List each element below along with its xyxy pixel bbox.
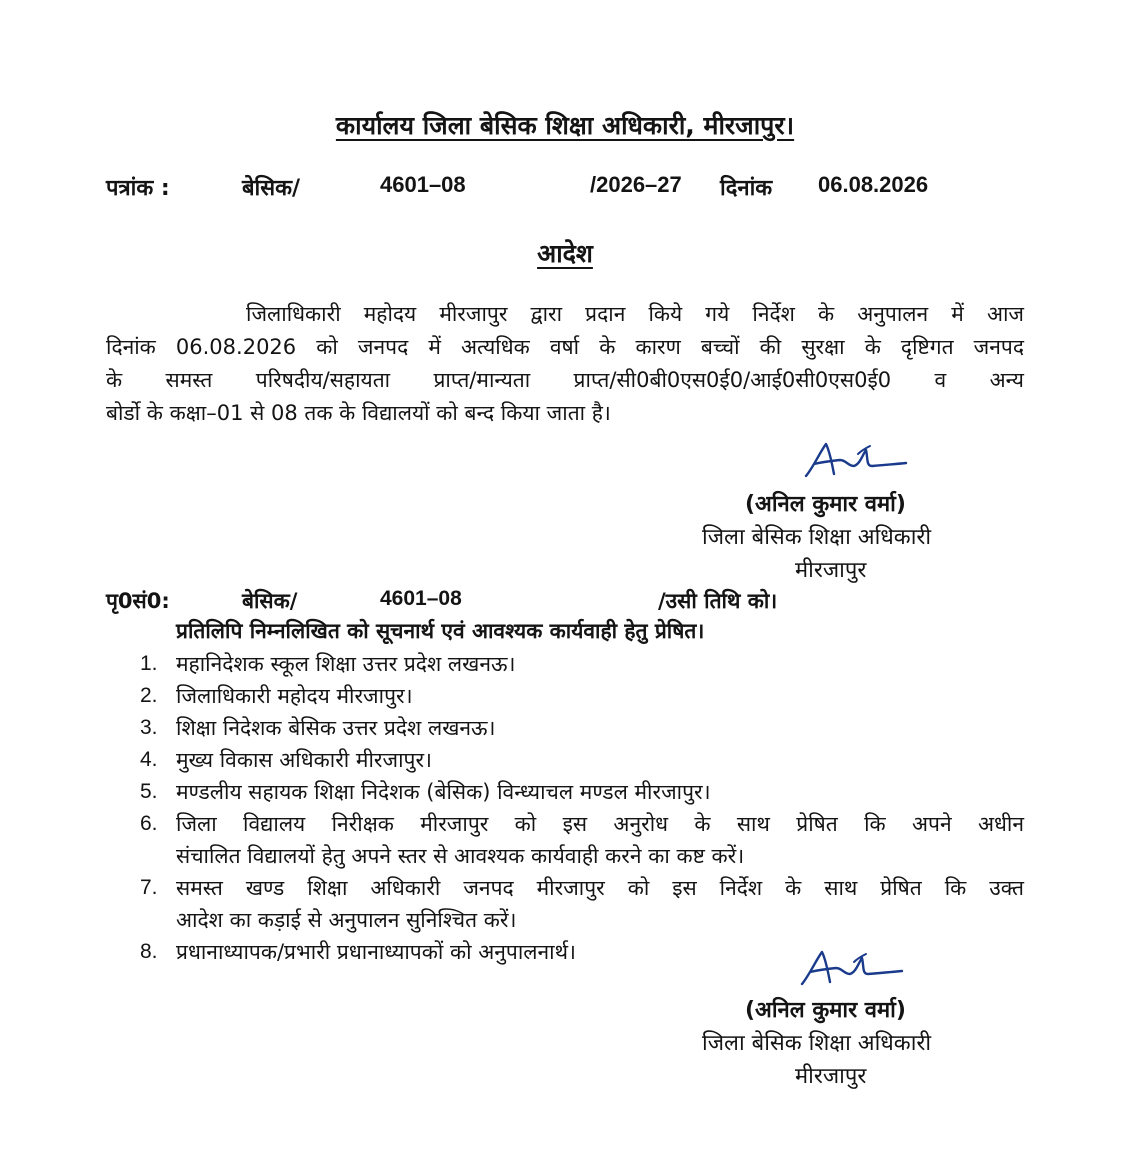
list-item (140, 872, 1024, 936)
order-heading: आदेश (537, 239, 593, 268)
list-item-number: 3. (140, 716, 158, 739)
list-item-number: 1. (140, 652, 158, 675)
ref-number: 4601–08 (380, 172, 466, 197)
order-body (106, 298, 1024, 430)
list-item (140, 744, 1024, 776)
list-item (140, 712, 1024, 744)
signatory-designation: जिला बेसिक शिक्षा अधिकारी (702, 525, 932, 550)
list-item-text: मण्डलीय सहायक शिक्षा निदेशक (बेसिक) विन्ध्याचल मण्डल मीरजापुर। (176, 780, 711, 804)
list-item-text: संचालित विद्यालयों हेतु अपने स्तर से आवश्यक कार्यवाही करने का कष्ट करें। (176, 844, 745, 868)
body-line: जिलाधिकारी महोदय मीरजापुर द्वारा प्रदान किये गये निर्देश के अनुपालन में आज (246, 302, 1024, 326)
list-item-text: मुख्य विकास अधिकारी मीरजापुर। (176, 748, 433, 772)
ref-date: 06.08.2026 (818, 172, 929, 197)
ref-label: पत्रांक : (106, 176, 170, 201)
list-item-number: 4. (140, 748, 158, 771)
list-item-text: प्रधानाध्यापक/प्रभारी प्रधानाध्यापकों को अनुपालनार्थ। (176, 940, 576, 964)
copy-ref-prefix: बेसिक/ (242, 589, 298, 613)
list-item-text: जिलाधिकारी महोदय मीरजापुर। (176, 684, 413, 708)
list-item (140, 808, 1024, 872)
signatory-place: मीरजापुर (795, 558, 867, 583)
body-line: के समस्त परिषदीय/सहायता प्राप्त/मान्यता प्राप्त/सी0बी0एस0ई0/आई0सी0एस0ई0 व अन्य (106, 368, 1024, 392)
ref-date-label: दिनांक (720, 176, 773, 201)
signature-scrawl-icon (796, 944, 908, 994)
signatory-name: (अनिल कुमार वर्मा) (745, 492, 906, 517)
ref-session: /2026–27 (590, 172, 682, 197)
signatory-place: मीरजापुर (795, 1064, 867, 1089)
ref-prefix: बेसिक/ (242, 176, 301, 201)
copy-ref-number: 4601–08 (380, 587, 462, 610)
list-item-text: महानिदेशक स्कूल शिक्षा उत्तर प्रदेश लखनऊ। (176, 652, 516, 676)
list-item (140, 776, 1024, 808)
list-item-number: 7. (140, 876, 158, 899)
copy-list (140, 648, 1024, 968)
list-item (140, 680, 1024, 712)
signatory-name: (अनिल कुमार वर्मा) (745, 998, 906, 1023)
body-line: बोर्डो के कक्षा–01 से 08 तक के विद्यालयों को बन्द किया जाता है। (106, 401, 611, 425)
list-item-text: शिक्षा निदेशक बेसिक उत्तर प्रदेश लखनऊ। (176, 716, 496, 740)
office-title: कार्यालय जिला बेसिक शिक्षा अधिकारी, मीरजापुर। (335, 111, 795, 140)
copy-ref-suffix: /उसी तिथि को। (658, 589, 778, 613)
signature-scrawl-icon (800, 436, 912, 486)
list-item-text: समस्त खण्ड शिक्षा अधिकारी जनपद मीरजापुर को इस निर्देश के साथ प्रेषित कि उक्त (176, 876, 1024, 900)
copy-heading: प्रतिलिपि निम्नलिखित को सूचनार्थ एवं आवश्यक कार्यवाही हेतु प्रेषित। (176, 619, 705, 643)
list-item-text: जिला विद्यालय निरीक्षक मीरजापुर को इस अनुरोध के साथ प्रेषित कि अपने अधीन (176, 812, 1024, 836)
list-item-number: 5. (140, 780, 158, 803)
list-item-text: आदेश का कड़ाई से अनुपालन सुनिश्चित करें। (176, 908, 517, 932)
list-item (140, 648, 1024, 680)
list-item-number: 8. (140, 940, 158, 963)
signatory-designation: जिला बेसिक शिक्षा अधिकारी (702, 1031, 932, 1056)
copy-ref-label: पृ0सं0: (106, 589, 170, 613)
list-item-number: 6. (140, 812, 158, 835)
list-item-number: 2. (140, 684, 158, 707)
body-line: दिनांक 06.08.2026 को जनपद में अत्यधिक वर्षा के कारण बच्चों की सुरक्षा के दृष्टिगत जनपद (106, 335, 1024, 359)
